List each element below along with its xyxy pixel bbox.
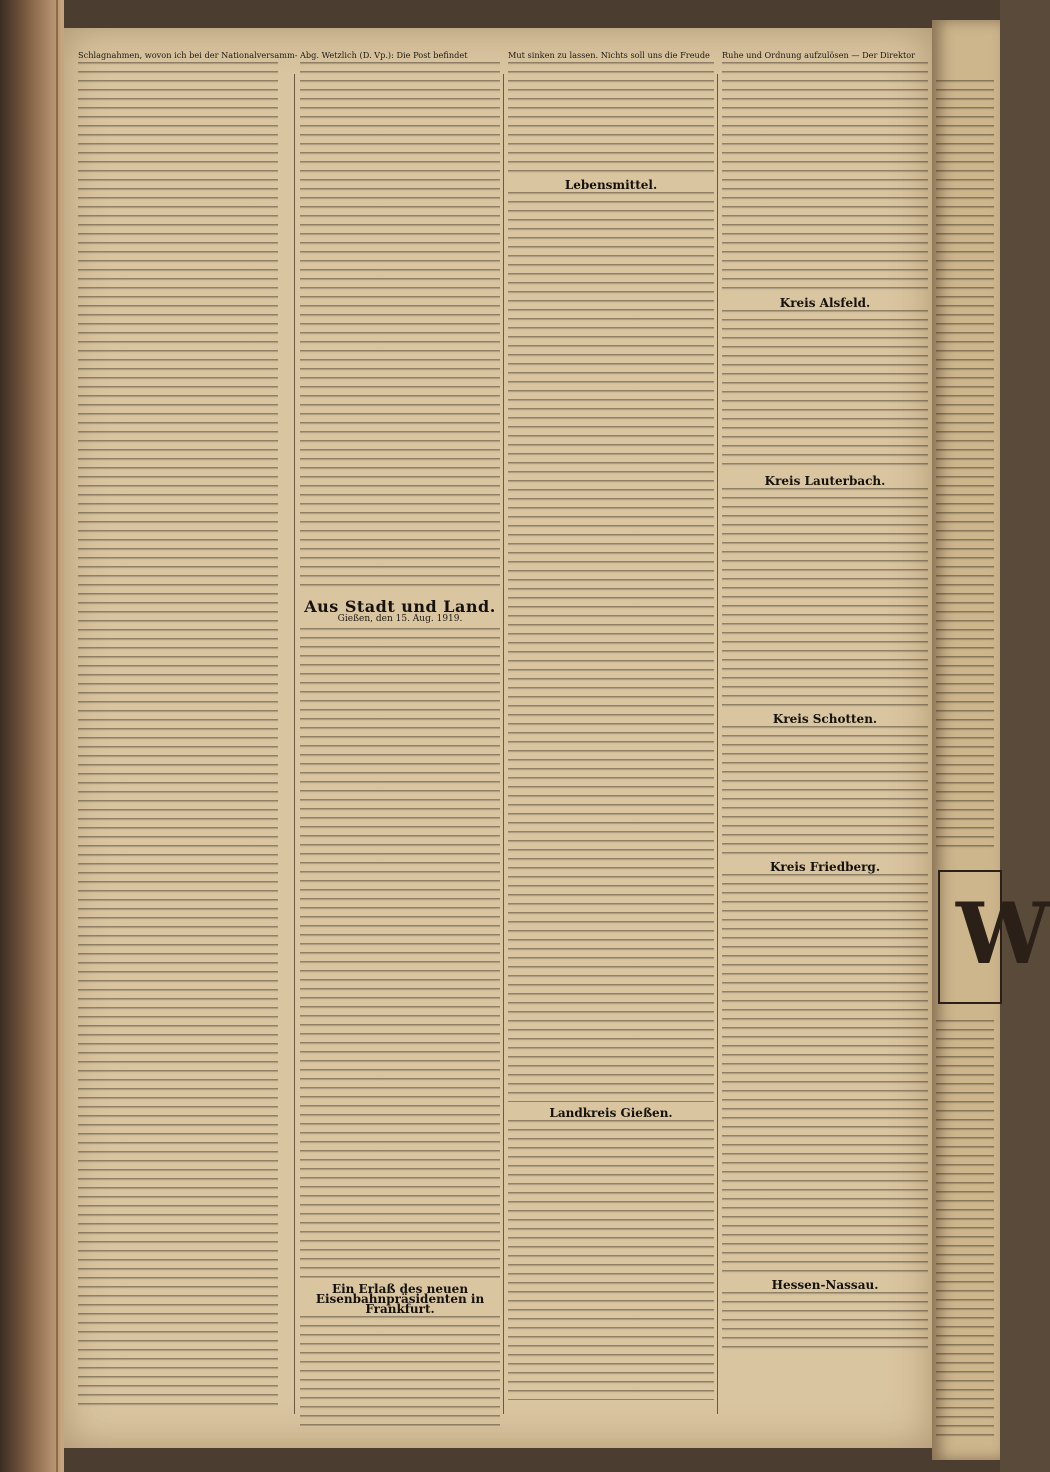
column-rule [503,74,504,1414]
column-first-line: Abg. Wetzlich (D. Vp.): Die Post befindet [300,50,468,60]
facing-page-edge [932,20,1050,1460]
body-text-block [508,62,714,174]
advertisement-box [938,870,1050,1004]
body-text-block [722,62,928,292]
section-heading: Ein Erlaß des neuen Eisenbahnpräsidenten in Frankfurt. [315,1282,485,1316]
section-heading: Kreis Alsfeld. [779,296,871,310]
section-heading: Landkreis Gießen. [549,1106,673,1120]
facing-page-text [936,1020,994,1440]
section-heading: Hessen-Nassau. [771,1278,879,1292]
body-text-block [508,1120,714,1400]
body-text-block [300,1316,500,1426]
column-first-line: Ruhe und Ordnung aufzulösen — Der Direktor [722,50,916,60]
body-text-block [722,488,928,708]
section-heading: Aus Stadt und Land. [304,597,496,616]
column-rule [717,74,718,1414]
body-text-block [508,192,714,1102]
body-text-block [722,1292,928,1352]
advertisement-letter: W [956,884,1050,983]
section-subheading: Gießen, den 15. Aug. 1919. [337,614,463,624]
text-column-1 [78,50,298,1410]
section-heading: Kreis Schotten. [772,712,878,726]
facing-page-text [936,80,994,850]
section-heading: Lebensmittel. [564,178,658,192]
body-text-block [722,726,928,856]
body-text-block [300,628,500,1278]
body-text-block [300,62,500,592]
column-first-line: Mut sinken zu lassen. Nichts soll uns die Freude [508,50,710,60]
column-first-line: Schlagnahmen, wovon ich bei der Nationalversamm- [78,50,298,60]
section-heading: Kreis Friedberg. [769,860,880,874]
body-text-block [722,874,928,1274]
body-text-block [78,62,278,1412]
book-spine [0,0,64,1472]
text-column-2 [300,50,500,1410]
text-column-3 [508,50,714,1410]
column-rule [294,74,295,1414]
text-column-4 [722,50,928,1410]
body-text-block [722,310,928,470]
section-heading: Kreis Lauterbach. [764,474,886,488]
